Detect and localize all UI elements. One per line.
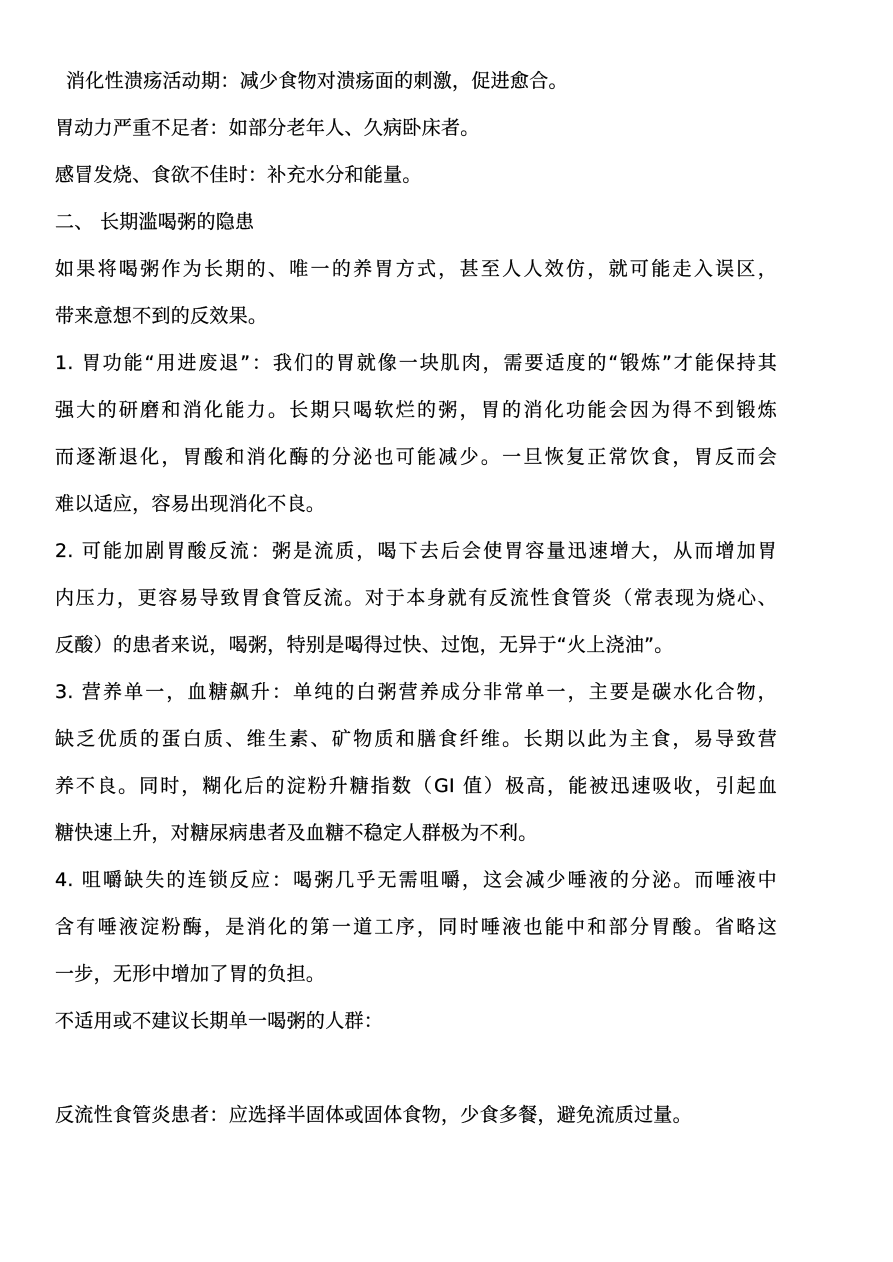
point-3-line-3: 养不良。同时，糊化后的淀粉升糖指数（GI 值）极高，能被迅速吸收，引起血 [55, 775, 777, 797]
point-1-line-4: 难以适应，容易出现消化不良。 [55, 493, 326, 515]
point-2-line-2: 内压力，更容易导致胃食管反流。对于本身就有反流性食管炎（常表现为烧心、 [55, 587, 777, 609]
point-3-line-2: 缺乏优质的蛋白质、维生素、矿物质和膳食纤维。长期以此为主食，易导致营 [55, 728, 777, 750]
section-heading-hidden-risks: 二、 长期滥喝粥的隐患 [55, 211, 255, 233]
point-3-line-1: 3. 营养单一，血糖飙升：单纯的白粥营养成分非常单一，主要是碳水化合物， [55, 681, 777, 703]
list-item-cold-fever: 感冒发烧、食欲不佳时：补充水分和能量。 [55, 164, 422, 186]
point-1-line-3: 而逐渐退化，胃酸和消化酶的分泌也可能减少。一旦恢复正常饮食，胃反而会 [55, 446, 777, 468]
point-4-line-1: 4. 咀嚼缺失的连锁反应：喝粥几乎无需咀嚼，这会减少唾液的分泌。而唾液中 [55, 869, 777, 891]
point-4-line-3: 一步，无形中增加了胃的负担。 [55, 963, 326, 985]
paragraph-intro-line-2: 带来意想不到的反效果。 [55, 305, 268, 327]
unsuitable-groups-heading: 不适用或不建议长期单一喝粥的人群： [55, 1010, 384, 1032]
blank-line [55, 1045, 777, 1092]
point-3-line-4: 糖快速上升，对糖尿病患者及血糖不稳定人群极为不利。 [55, 822, 538, 844]
point-1-line-1: 1. 胃功能“用进废退”：我们的胃就像一块肌肉，需要适度的“锻炼”才能保持其 [55, 352, 777, 374]
list-item-gastric-motility: 胃动力严重不足者：如部分老年人、久病卧床者。 [55, 117, 480, 139]
point-1-line-2: 强大的研磨和消化能力。长期只喝软烂的粥，胃的消化功能会因为得不到锻炼 [55, 399, 777, 421]
point-2-line-3: 反酸）的患者来说，喝粥，特别是喝得过快、过饱，无异于“火上浇油”。 [55, 634, 674, 656]
list-item-peptic-ulcer: 消化性溃疡活动期：减少食物对溃疡面的刺激，促进愈合。 [66, 70, 568, 92]
point-2-line-1: 2. 可能加剧胃酸反流：粥是流质，喝下去后会使胃容量迅速增大，从而增加胃 [55, 540, 777, 562]
paragraph-intro-line-1: 如果将喝粥作为长期的、唯一的养胃方式，甚至人人效仿，就可能走入误区， [55, 258, 777, 280]
document-page [55, 58, 777, 1139]
list-item-reflux-esophagitis: 反流性食管炎患者：应选择半固体或固体食物，少食多餐，避免流质过量。 [55, 1104, 692, 1126]
point-4-line-2: 含有唾液淀粉酶，是消化的第一道工序，同时唾液也能中和部分胃酸。省略这 [55, 916, 777, 938]
